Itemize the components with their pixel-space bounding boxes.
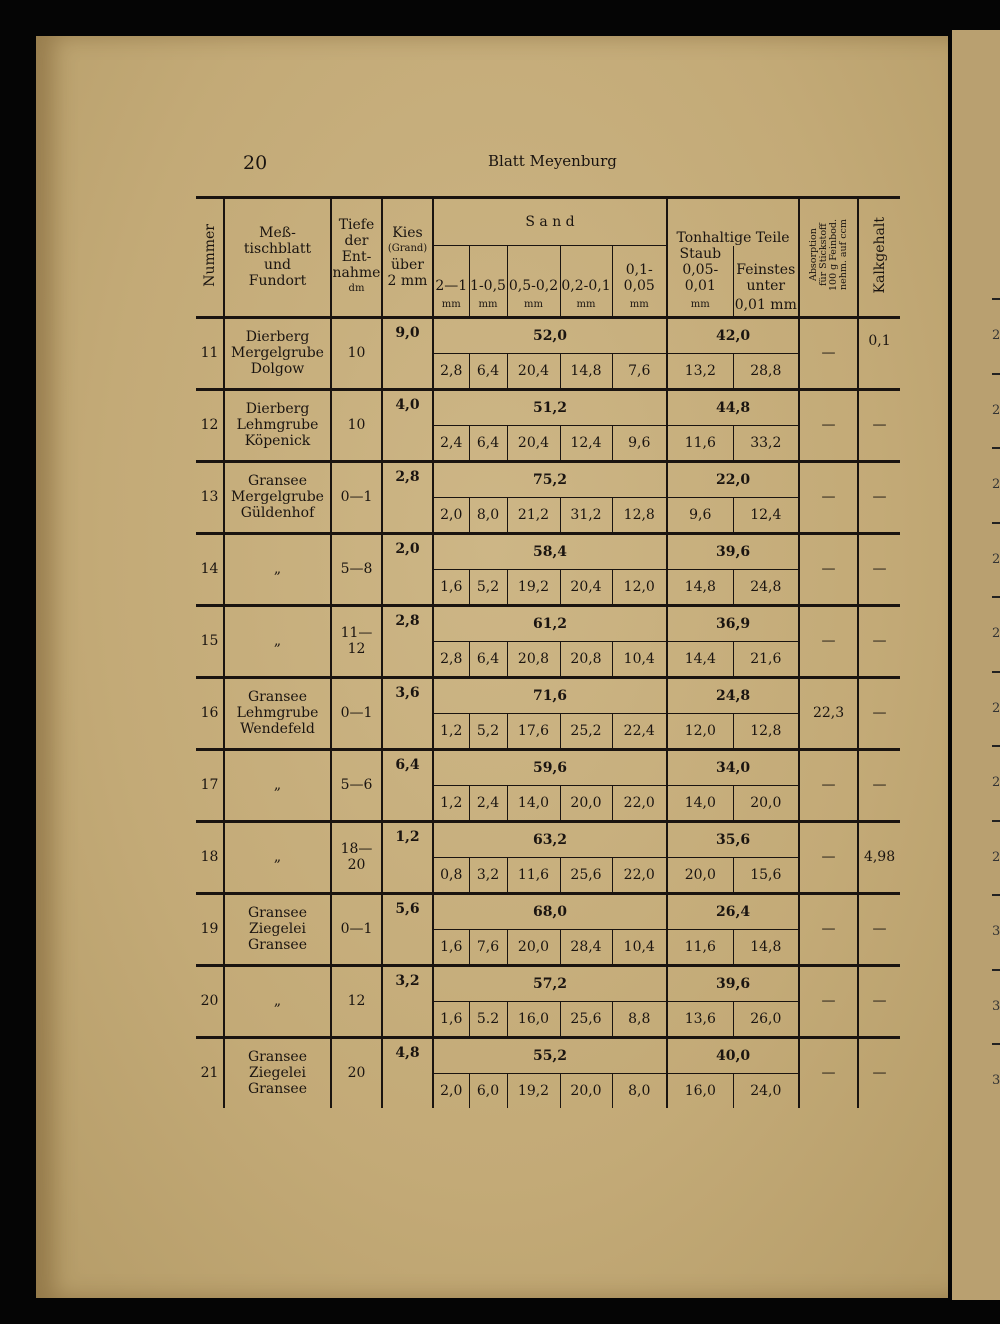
header-messtischblatt: Meß- tischblatt und Fundort xyxy=(224,198,331,318)
row-feinstes: 12,8 xyxy=(733,713,799,749)
header-sand-col-1: 2—1 xyxy=(433,246,469,294)
row-kies: 2,8 xyxy=(382,605,433,677)
margin-rule xyxy=(992,1043,1000,1045)
row-tiefe: 5—6 xyxy=(331,749,382,821)
row-kies: 3,2 xyxy=(382,965,433,1037)
row-fundort: „ xyxy=(224,749,331,821)
row-feinstes: 33,2 xyxy=(733,425,799,461)
margin-number: 3 xyxy=(992,924,1000,939)
row-tiefe: 18—20 xyxy=(331,821,382,893)
row-fundort: Gransee Lehmgrube Wendefeld xyxy=(224,677,331,749)
row-feinstes: 26,0 xyxy=(733,1001,799,1037)
unit-mm: mm xyxy=(507,294,560,318)
row-feinstes: 21,6 xyxy=(733,641,799,677)
row-sand-total: 63,2 xyxy=(433,821,667,857)
row-sand-fraction-4: 25,2 xyxy=(560,713,612,749)
table-row xyxy=(196,317,900,353)
margin-number: 3 xyxy=(992,998,1000,1014)
header-absorption: Absorption für Stickstoff 100 g Feinbod. nehm. auf ccm xyxy=(799,198,858,318)
row-sand-fraction-2: 6,0 xyxy=(469,1073,507,1108)
margin-rule xyxy=(992,447,1000,449)
row-sand-fraction-1: 1,6 xyxy=(433,1001,469,1037)
row-sand-fraction-5: 22,4 xyxy=(612,713,667,749)
row-kalkgehalt: — xyxy=(858,461,900,533)
row-sand-fraction-3: 20,4 xyxy=(507,425,560,461)
row-tiefe: 12 xyxy=(331,965,382,1037)
row-kalkgehalt: — xyxy=(858,893,900,965)
row-nummer: 18 xyxy=(196,821,224,893)
row-feinstes: 12,4 xyxy=(733,497,799,533)
margin-rule xyxy=(992,969,1000,971)
adjacent-page-edge xyxy=(952,30,1000,1300)
row-kies: 9,0 xyxy=(382,317,433,389)
row-sand-fraction-5: 8,8 xyxy=(612,1001,667,1037)
row-kalkgehalt: 4,98 xyxy=(858,821,900,893)
row-ton-total: 26,4 xyxy=(667,893,799,929)
row-sand-fraction-2: 6,4 xyxy=(469,425,507,461)
row-sand-total: 55,2 xyxy=(433,1037,667,1073)
row-sand-fraction-2: 7,6 xyxy=(469,929,507,965)
row-sand-fraction-4: 20,0 xyxy=(560,785,612,821)
page-number: 20 xyxy=(243,152,268,174)
margin-rule xyxy=(992,298,1000,300)
row-kalkgehalt: — xyxy=(858,533,900,605)
row-sand-fraction-2: 2,4 xyxy=(469,785,507,821)
margin-number: 2 xyxy=(992,328,1000,343)
row-kies: 3,6 xyxy=(382,677,433,749)
row-tiefe: 11—12 xyxy=(331,605,382,677)
row-absorption: — xyxy=(799,749,858,821)
margin-rule xyxy=(992,894,1000,896)
row-staub: 11,6 xyxy=(667,425,733,461)
table-row xyxy=(196,965,900,1001)
row-nummer: 16 xyxy=(196,677,224,749)
row-sand-fraction-2: 8,0 xyxy=(469,497,507,533)
soil-analysis-table xyxy=(196,196,900,1108)
row-ton-total: 42,0 xyxy=(667,317,799,353)
row-nummer: 12 xyxy=(196,389,224,461)
row-nummer: 13 xyxy=(196,461,224,533)
row-sand-total: 58,4 xyxy=(433,533,667,569)
row-fundort: „ xyxy=(224,965,331,1037)
row-feinstes: 28,8 xyxy=(733,353,799,389)
table-row xyxy=(196,1037,900,1073)
row-fundort: „ xyxy=(224,821,331,893)
header-sand-col-2: 1-0,5 xyxy=(469,246,507,294)
row-absorption: — xyxy=(799,389,858,461)
row-sand-fraction-2: 6,4 xyxy=(469,641,507,677)
row-sand-total: 57,2 xyxy=(433,965,667,1001)
row-absorption: — xyxy=(799,821,858,893)
row-sand-fraction-4: 14,8 xyxy=(560,353,612,389)
row-staub: 13,2 xyxy=(667,353,733,389)
row-kies: 5,6 xyxy=(382,893,433,965)
row-tiefe: 0—1 xyxy=(331,893,382,965)
row-ton-total: 34,0 xyxy=(667,749,799,785)
row-staub: 12,0 xyxy=(667,713,733,749)
header-staub: Staub 0,05-0,01 xyxy=(667,246,733,294)
row-sand-fraction-1: 0,8 xyxy=(433,857,469,893)
row-nummer: 21 xyxy=(200,1065,219,1081)
row-staub: 16,0 xyxy=(667,1073,733,1108)
row-kies: 4,0 xyxy=(382,389,433,461)
row-sand-fraction-3: 14,0 xyxy=(507,785,560,821)
row-kalkgehalt: — xyxy=(858,965,900,1037)
row-absorption: — xyxy=(799,893,858,965)
row-sand-fraction-1: 2,8 xyxy=(433,353,469,389)
row-absorption: — xyxy=(799,965,858,1037)
row-kalkgehalt: 0,1 xyxy=(858,317,900,389)
row-nummer: 19 xyxy=(196,893,224,965)
table-row xyxy=(196,893,900,929)
row-sand-fraction-2: 5,2 xyxy=(469,569,507,605)
row-fundort: Gransee Mergelgrube Güldenhof xyxy=(224,461,331,533)
row-sand-total: 68,0 xyxy=(433,893,667,929)
row-sand-total: 59,6 xyxy=(433,749,667,785)
row-fundort: Dierberg Lehmgrube Köpenick xyxy=(224,389,331,461)
row-tiefe: 0—1 xyxy=(331,677,382,749)
margin-number: 2 xyxy=(992,700,1000,716)
margin-number: 2 xyxy=(992,477,1000,492)
row-sand-fraction-3: 21,2 xyxy=(507,497,560,533)
row-nummer: 11 xyxy=(196,317,224,389)
row-absorption: — xyxy=(799,317,858,389)
header-kies: Kies (Grand) über 2 mm xyxy=(382,198,433,318)
unit-mm: mm xyxy=(433,294,469,318)
row-sand-fraction-1: 1,6 xyxy=(433,929,469,965)
table-row xyxy=(196,605,900,641)
row-sand-total: 52,0 xyxy=(433,317,667,353)
header-tiefe: Tiefe der Ent- nahme dm xyxy=(331,198,382,318)
header-feinstes: Feinstes unter xyxy=(733,246,799,294)
row-kalkgehalt: — xyxy=(858,677,900,749)
row-sand-total: 75,2 xyxy=(433,461,667,497)
row-ton-total: 39,6 xyxy=(667,533,799,569)
margin-rule xyxy=(992,522,1000,524)
row-ton-total: 24,8 xyxy=(667,677,799,713)
row-sand-fraction-2: 3,2 xyxy=(469,857,507,893)
row-sand-fraction-4: 28,4 xyxy=(560,929,612,965)
margin-number: 2 xyxy=(992,775,1000,790)
row-kalkgehalt: — xyxy=(858,605,900,677)
row-sand-fraction-5: 8,0 xyxy=(612,1073,667,1108)
row-ton-total: 35,6 xyxy=(667,821,799,857)
row-sand-fraction-2: 6,4 xyxy=(469,353,507,389)
row-fundort: „ xyxy=(224,533,331,605)
row-staub: 20,0 xyxy=(667,857,733,893)
header-nummer: Nummer xyxy=(196,198,224,318)
row-absorption: — xyxy=(799,1037,858,1108)
row-staub: 14,0 xyxy=(667,785,733,821)
row-kalkgehalt: — xyxy=(858,1037,900,1108)
row-kalkgehalt: — xyxy=(858,749,900,821)
row-sand-fraction-4: 31,2 xyxy=(560,497,612,533)
margin-number: 3 xyxy=(992,1073,1000,1088)
row-ton-total: 36,9 xyxy=(667,605,799,641)
row-sand-fraction-3: 20,4 xyxy=(507,353,560,389)
row-fundort: Gransee Ziegelei Gransee xyxy=(224,893,331,965)
header-sand-col-5: 0,1-0,05 xyxy=(612,246,667,294)
row-tiefe: 20 xyxy=(331,1037,382,1108)
row-feinstes: 24,0 xyxy=(733,1073,799,1108)
row-kies: 6,4 xyxy=(382,749,433,821)
row-sand-fraction-4: 12,4 xyxy=(560,425,612,461)
row-sand-total: 61,2 xyxy=(433,605,667,641)
row-tiefe: 10 xyxy=(331,389,382,461)
row-nummer: 20 xyxy=(196,965,224,1037)
margin-number: 2 xyxy=(992,849,1000,865)
row-fundort: Gransee Ziegelei Gransee xyxy=(224,1037,331,1108)
row-kies: 1,2 xyxy=(382,821,433,893)
row-sand-fraction-1: 2,4 xyxy=(433,425,469,461)
row-kalkgehalt: — xyxy=(858,389,900,461)
row-sand-fraction-5: 12,8 xyxy=(612,497,667,533)
table-row xyxy=(196,533,900,569)
row-nummer: 17 xyxy=(196,749,224,821)
row-sand-fraction-4: 25,6 xyxy=(560,857,612,893)
row-kies: 4,8 xyxy=(382,1037,433,1108)
header-tonhaltige-teile: Tonhaltige Teile xyxy=(667,198,799,246)
margin-number: 2 xyxy=(992,626,1000,641)
row-sand-fraction-4: 20,4 xyxy=(560,569,612,605)
margin-rule xyxy=(992,820,1000,822)
header-kalkgehalt: Kalkgehalt xyxy=(858,198,900,318)
table-row xyxy=(196,461,900,497)
margin-number: 2 xyxy=(992,551,1000,567)
row-absorption: — xyxy=(799,605,858,677)
row-ton-total: 40,0 xyxy=(667,1037,799,1073)
row-absorption: 22,3 xyxy=(799,677,858,749)
row-kies: 2,0 xyxy=(382,533,433,605)
row-sand-fraction-5: 22,0 xyxy=(612,785,667,821)
row-sand-fraction-5: 10,4 xyxy=(612,641,667,677)
header-feinstes-unit: 0,01 mm xyxy=(733,294,799,318)
row-fundort: Dierberg Mergelgrube Dolgow xyxy=(224,317,331,389)
row-fundort: „ xyxy=(224,605,331,677)
row-sand-fraction-3: 20,0 xyxy=(507,929,560,965)
row-sand-fraction-1: 1,6 xyxy=(433,569,469,605)
row-sand-fraction-1: 1,2 xyxy=(433,785,469,821)
row-staub: 13,6 xyxy=(667,1001,733,1037)
row-sand-fraction-5: 9,6 xyxy=(612,425,667,461)
row-sand-fraction-5: 12,0 xyxy=(612,569,667,605)
row-feinstes: 20,0 xyxy=(733,785,799,821)
row-sand-fraction-4: 25,6 xyxy=(560,1001,612,1037)
row-sand-fraction-3: 11,6 xyxy=(507,857,560,893)
row-absorption: — xyxy=(799,533,858,605)
row-sand-fraction-3: 19,2 xyxy=(507,1073,560,1108)
row-sand-fraction-3: 16,0 xyxy=(507,1001,560,1037)
row-sand-fraction-2: 5.2 xyxy=(469,1001,507,1037)
row-sand-fraction-1: 1,2 xyxy=(433,713,469,749)
row-sand-fraction-3: 20,8 xyxy=(507,641,560,677)
row-sand-fraction-3: 17,6 xyxy=(507,713,560,749)
margin-rule xyxy=(992,745,1000,747)
row-kies: 2,8 xyxy=(382,461,433,533)
unit-mm: mm xyxy=(560,294,612,318)
row-sand-fraction-4: 20,8 xyxy=(560,641,612,677)
row-feinstes: 14,8 xyxy=(733,929,799,965)
margin-rule xyxy=(992,596,1000,598)
table-row xyxy=(196,389,900,425)
row-nummer: 15 xyxy=(196,605,224,677)
unit-mm: mm xyxy=(667,294,733,318)
table-row xyxy=(196,677,900,713)
margin-rule xyxy=(992,373,1000,375)
row-sand-fraction-1: 2,8 xyxy=(433,641,469,677)
row-sand-fraction-4: 20,0 xyxy=(560,1073,612,1108)
row-sand-fraction-2: 5,2 xyxy=(469,713,507,749)
row-sand-fraction-1: 2,0 xyxy=(433,1073,469,1108)
row-sand-total: 71,6 xyxy=(433,677,667,713)
row-nummer: 14 xyxy=(196,533,224,605)
row-sand-fraction-1: 2,0 xyxy=(433,497,469,533)
row-sand-fraction-3: 19,2 xyxy=(507,569,560,605)
row-sand-fraction-5: 22,0 xyxy=(612,857,667,893)
row-tiefe: 10 xyxy=(331,317,382,389)
row-ton-total: 22,0 xyxy=(667,461,799,497)
margin-rule xyxy=(992,671,1000,673)
row-absorption: — xyxy=(799,461,858,533)
row-staub: 14,8 xyxy=(667,569,733,605)
running-title: Blatt Meyenburg xyxy=(488,152,617,170)
header-sand-col-4: 0,2-0,1 xyxy=(560,246,612,294)
unit-mm: mm xyxy=(612,294,667,318)
row-staub: 9,6 xyxy=(667,497,733,533)
margin-number: 2 xyxy=(992,402,1000,418)
header-sand-col-3: 0,5-0,2 xyxy=(507,246,560,294)
row-sand-fraction-5: 10,4 xyxy=(612,929,667,965)
unit-mm: mm xyxy=(469,294,507,318)
row-feinstes: 15,6 xyxy=(733,857,799,893)
header-sand: S a n d xyxy=(433,198,667,246)
row-feinstes: 24,8 xyxy=(733,569,799,605)
row-sand-total: 51,2 xyxy=(433,389,667,425)
row-ton-total: 44,8 xyxy=(667,389,799,425)
row-sand-fraction-5: 7,6 xyxy=(612,353,667,389)
row-tiefe: 5—8 xyxy=(331,533,382,605)
row-tiefe: 0—1 xyxy=(331,461,382,533)
row-staub: 14,4 xyxy=(667,641,733,677)
row-ton-total: 39,6 xyxy=(667,965,799,1001)
row-staub: 11,6 xyxy=(667,929,733,965)
table-row xyxy=(196,749,900,785)
table-row xyxy=(196,821,900,857)
